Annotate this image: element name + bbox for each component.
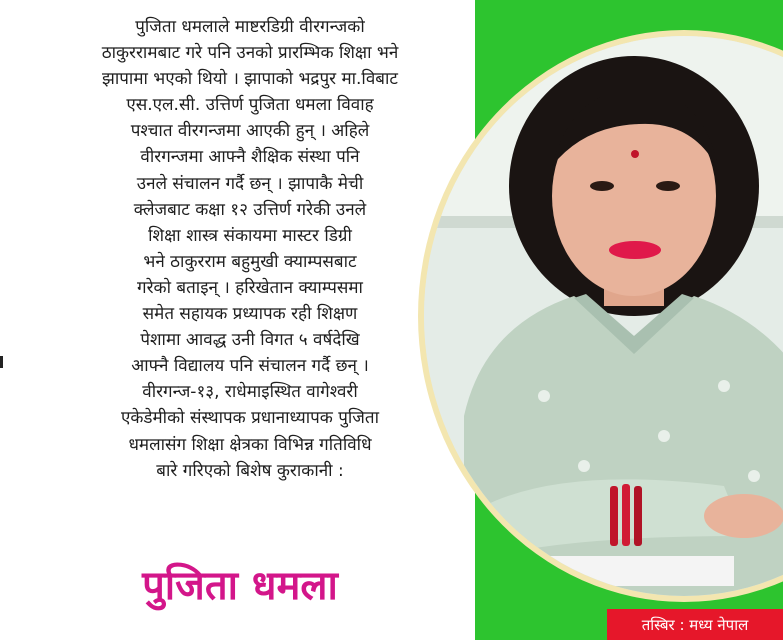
article-line: पश्चात वीरगन्जमा आएकी हुन् । अहिले bbox=[130, 121, 370, 142]
photo-credit-badge bbox=[607, 609, 783, 640]
article-line: समेत सहायक प्रध्यापक रही शिक्षण bbox=[142, 304, 358, 325]
article-line: एस.एल.सी. उत्तिर्ण पुजिता धमला विवाह bbox=[126, 95, 374, 116]
article-line: झापामा भएको थियो । झापाको भद्रपुर मा.विबाट bbox=[102, 69, 398, 90]
article-line: आफ्नै विद्यालय पनि संचालन गर्दै छन् । bbox=[131, 356, 369, 377]
article-line: भने ठाकुरराम बहुमुखी क्याम्पसबाट bbox=[143, 251, 357, 272]
interviewee-name: पुजिता धमला bbox=[142, 563, 338, 609]
article-line: पुजिता धमलाले माष्टरडिग्री वीरगन्जको bbox=[135, 17, 365, 37]
article-line: वीरगन्जमा आफ्नै शैक्षिक संस्था पनि bbox=[140, 147, 360, 168]
article-intro bbox=[30, 14, 470, 484]
edge-mark bbox=[0, 356, 3, 368]
article-line: उनले संचालन गर्दै छन् । झापाकै मेची bbox=[136, 173, 364, 194]
article-line: ठाकुररामबाट गरे पनि उनको प्रारम्भिक शिक्षा भने bbox=[101, 43, 399, 64]
article-line: वीरगन्ज-१३, राधेमाइस्थित वागेश्वरी bbox=[142, 382, 358, 403]
article-line: शिक्षा शास्त्र संकायमा मास्टर डिग्री bbox=[148, 225, 352, 246]
article-line: एकेडेमीको संस्थापक प्रधानाध्यापक पुजिता bbox=[120, 408, 380, 429]
article-line: धमलासंग शिक्षा क्षेत्रका विभिन्न गतिविधि bbox=[128, 434, 372, 455]
article-line: बारे गरिएको बिशेष कुराकानी : bbox=[156, 460, 344, 481]
article-line: पेशामा आवद्ध उनी विगत ५ वर्षदेखि bbox=[140, 330, 360, 351]
portrait-photo bbox=[418, 30, 783, 602]
article-line: क्लेजबाट कक्षा १२ उत्तिर्ण गरेकी उनले bbox=[133, 199, 367, 220]
photo-credit-text: तस्बिर : मध्य नेपाल bbox=[641, 615, 749, 634]
article-line: गरेको बताइन् । हरिखेतान क्याम्पसमा bbox=[137, 277, 363, 298]
